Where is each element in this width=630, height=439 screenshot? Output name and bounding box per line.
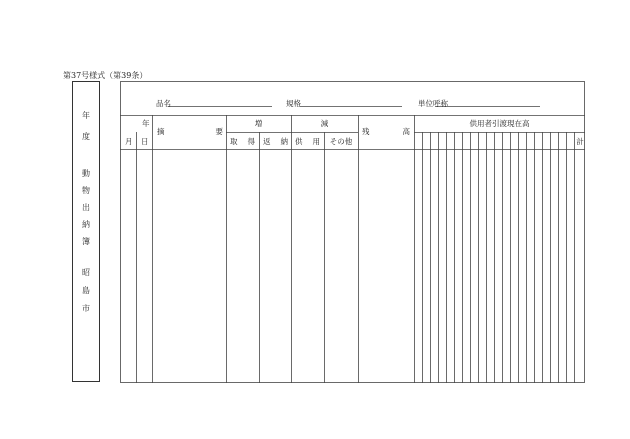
use-char-2: 用 — [312, 137, 320, 146]
title-char-thing: 物 — [82, 186, 90, 195]
spec-label: 規格 — [286, 99, 301, 108]
column-balance-label — [362, 127, 410, 136]
acquire-char-1: 取 — [230, 137, 238, 146]
summary-char-1: 摘 — [157, 127, 165, 136]
ledger-title-box — [72, 81, 100, 382]
acquire-char-2: 得 — [247, 137, 255, 146]
return-char-1: 返 — [263, 137, 271, 146]
column-use-label — [295, 137, 320, 146]
return-char-2: 納 — [280, 137, 288, 146]
title-char-city: 市 — [82, 304, 90, 313]
use-char-1: 供 — [295, 137, 303, 146]
item-name-label: 品名 — [156, 99, 171, 108]
column-other-label: その他 — [329, 137, 353, 146]
title-char-store: 納 — [82, 220, 90, 229]
title-char-year: 年 — [82, 111, 90, 120]
column-year-label: 年 — [142, 119, 150, 128]
title-char-shima: 島 — [82, 286, 90, 295]
column-month-label: 月 — [125, 137, 133, 146]
column-return-label — [263, 137, 288, 146]
balance-char-1: 残 — [362, 127, 370, 136]
ledger-table — [120, 81, 585, 383]
title-char-book: 簿 — [82, 237, 90, 246]
unit-label: 単位呼称 — [418, 99, 448, 108]
column-acquire-label — [230, 137, 255, 146]
summary-char-2: 要 — [215, 127, 223, 136]
column-increase-label: 増 — [254, 119, 263, 128]
title-char-animal: 動 — [82, 169, 90, 178]
column-total-label: 計 — [576, 137, 584, 146]
column-day-label: 日 — [141, 137, 149, 146]
form-number-label: 第37号様式（第39条） — [63, 71, 148, 80]
column-summary-label — [157, 127, 223, 136]
column-user-balance-label: 供用者引渡現在高 — [469, 119, 530, 128]
column-decrease-label: 減 — [320, 119, 329, 128]
title-char-out: 出 — [82, 203, 90, 212]
title-char-sho: 昭 — [82, 268, 90, 277]
balance-char-2: 高 — [402, 127, 410, 136]
title-char-degree: 度 — [82, 132, 90, 141]
